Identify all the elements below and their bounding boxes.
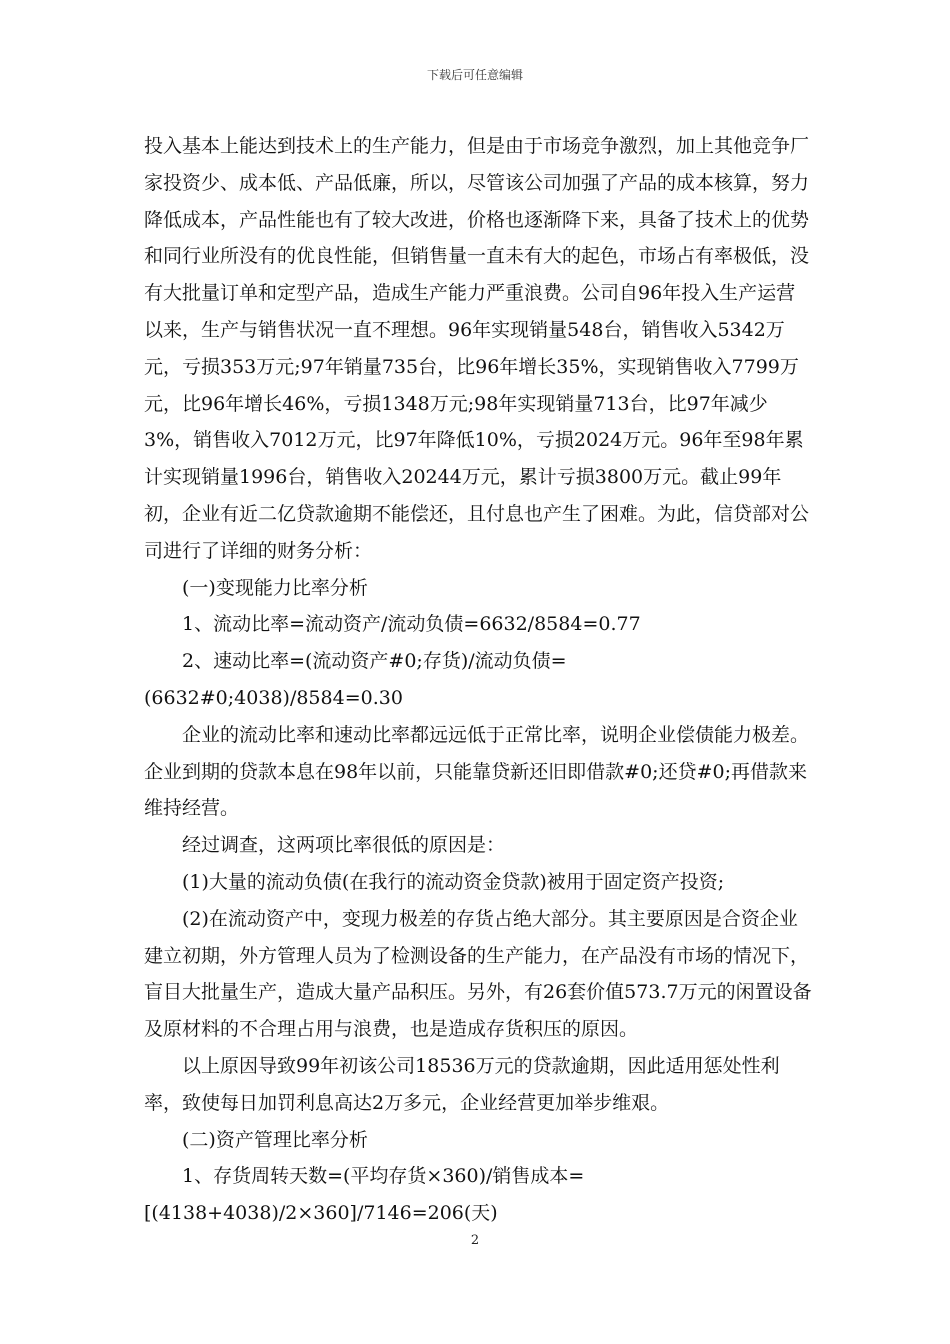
section-heading-liquidity: (一)变现能力比率分析 — [182, 576, 368, 599]
page-number: 2 — [470, 1233, 480, 1248]
formula-current-ratio: 1、流动比率=流动资产/流动负债=6632/8584=0.77 — [182, 613, 641, 636]
document-body — [144, 128, 814, 1232]
paragraph-overdue-loans: 以上原因导致99年初该公司18536万元的贷款逾期，因此适用惩处性利率，致使每日加罚利息高达2万多元，企业经营更加举步维艰。 — [144, 1054, 780, 1114]
paragraph-investigation: 经过调查，这两项比率很低的原因是： — [182, 834, 506, 857]
list-item-reason-2: (2)在流动资产中，变现力极差的存货占绝大部分。其主要原因是合资企业建立初期，外方管理人员为了检测设备的生产能力，在产品没有市场的情况下，盲目大批量生产，造成大量产品积压。另外，有26套价值573.7万元的闲置设备及原材料的不合理占用与浪费，也是造成存货积压的原因。 — [144, 907, 812, 1041]
paragraph-solvency: 企业的流动比率和速动比率都远远低于正常比率，说明企业偿债能力极差。企业到期的贷款本息在98年以前，只能靠贷新还旧即借款#0;还贷#0;再借款来维持经营。 — [144, 723, 810, 820]
page-header: 下载后可任意编辑 — [426, 68, 523, 82]
section-heading-asset-management: (二)资产管理比率分析 — [182, 1128, 368, 1151]
formula-inventory-turnover: 1、存货周转天数=(平均存货×360)/销售成本=[(4138+4038)/2×360]/7146=206(天) — [144, 1165, 585, 1225]
paragraph-continuation: 投入基本上能达到技术上的生产能力，但是由于市场竞争激烈，加上其他竞争厂家投资少、成本低、产品低廉，所以，尽管该公司加强了产品的成本核算，努力降低成本，产品性能也有了较大改进，价格也逐渐降下来，具备了技术上的优势和同行业所没有的优良性能，但销售量一直未有大的起色，市场占有率极低，没有大批量订单和定型产品，造成生产能力严重浪费。公司自96年投入生产运营以来，生产与销售状况一直不理想。96年实现销量548台，销售收入5342万元，亏损353万元;97年销量735台，比96年增长35%，实现销售收入7799万元，比96年增长46%，亏损1348万元;98年实现销量713台，比97年减少3%，销售收入7012万元，比97年降低10%，亏损2024万元。96年至98年累计实现销量1996台，销售收入20244万元，累计亏损3800万元。截止99年初，企业有近二亿贷款逾期不能偿还，且付息也产生了困难。为此，信贷部对公司进行了详细的财务分析： — [144, 135, 810, 562]
list-item-reason-1: (1)大量的流动负债(在我行的流动资金贷款)被用于固定资产投资; — [182, 870, 725, 893]
formula-quick-ratio: 2、速动比率=(流动资产#0;存货)/流动负债=(6632#0;4038)/8584=0.30 — [144, 650, 567, 709]
